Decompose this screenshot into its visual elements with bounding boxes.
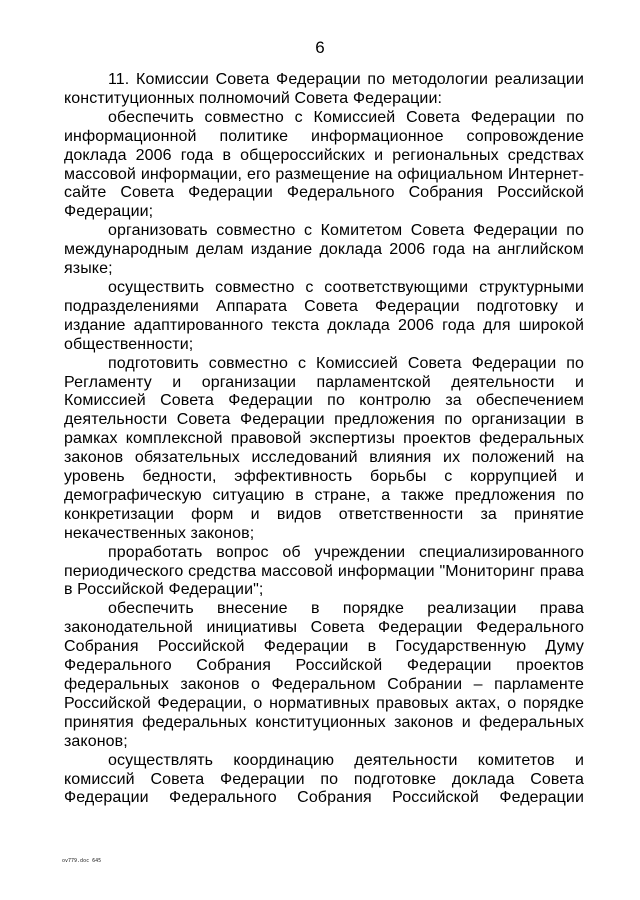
paragraph-legislative-initiative: обеспечить внесение в порядке реализации права законодательной инициативы Совета Федерации Федерального Собрания Российской Федерации в Государственную Думу Федерального Собрания Российской Федерации проектов федеральных законов о Федеральном Собрании – парламенте Российской Федерации, о нормативных правовых актах, о порядке принятия федеральных конституционных законов и федеральных законов; bbox=[64, 600, 584, 750]
paragraph-coordination: осуществлять координацию деятельности комитетов и комиссий Совета Федерации по подготовке доклада Совета Федерации Федерального Собрания Российской Федерации bbox=[64, 751, 584, 807]
document-body bbox=[64, 71, 584, 808]
document-footer-code: ov779.doc 645 bbox=[62, 858, 102, 864]
paragraph-mass-media: проработать вопрос об учреждении специализированного периодического средства массовой информации "Мониторинг права в Российской Федерации"; bbox=[64, 543, 584, 599]
paragraph-english-edition: организовать совместно с Комитетом Совета Федерации по международным делам издание доклада 2006 года на английском языке; bbox=[64, 222, 584, 278]
paragraph-information-support: обеспечить совместно с Комиссией Совета Федерации по информационной политике информационное сопровождение доклада 2006 года в общероссийских и региональных средствах массовой информации, его размещение на официальном Интернет-сайте Совета Федерации Федерального Собрания Российской Федерации; bbox=[64, 108, 584, 221]
paragraph-commission-heading: 11. Комиссии Совета Федерации по методологии реализации конституционных полномочий Совета Федерации: bbox=[64, 71, 584, 107]
paragraph-adapted-text: осуществить совместно с соответствующими структурными подразделениями Аппарата Совета Федерации подготовку и издание адаптированного текста доклада 2006 года для широкой общественности; bbox=[64, 278, 584, 353]
paragraph-legal-expertise: подготовить совместно с Комиссией Совета Федерации по Регламенту и организации парламентской деятельности и Комиссией Совета Федерации по контролю за обеспечением деятельности Совета Федерации предложения по организации в рамках комплексной правовой экспертизы проектов федеральных законов обязательных исследований влияния их положений на уровень бедности, эффективность борьбы с коррупцией и демографическую ситуацию в стране, а также предложения по конкретизации форм и видов ответственности за принятие некачественных законов; bbox=[64, 354, 584, 542]
page-number: 6 bbox=[315, 38, 325, 57]
